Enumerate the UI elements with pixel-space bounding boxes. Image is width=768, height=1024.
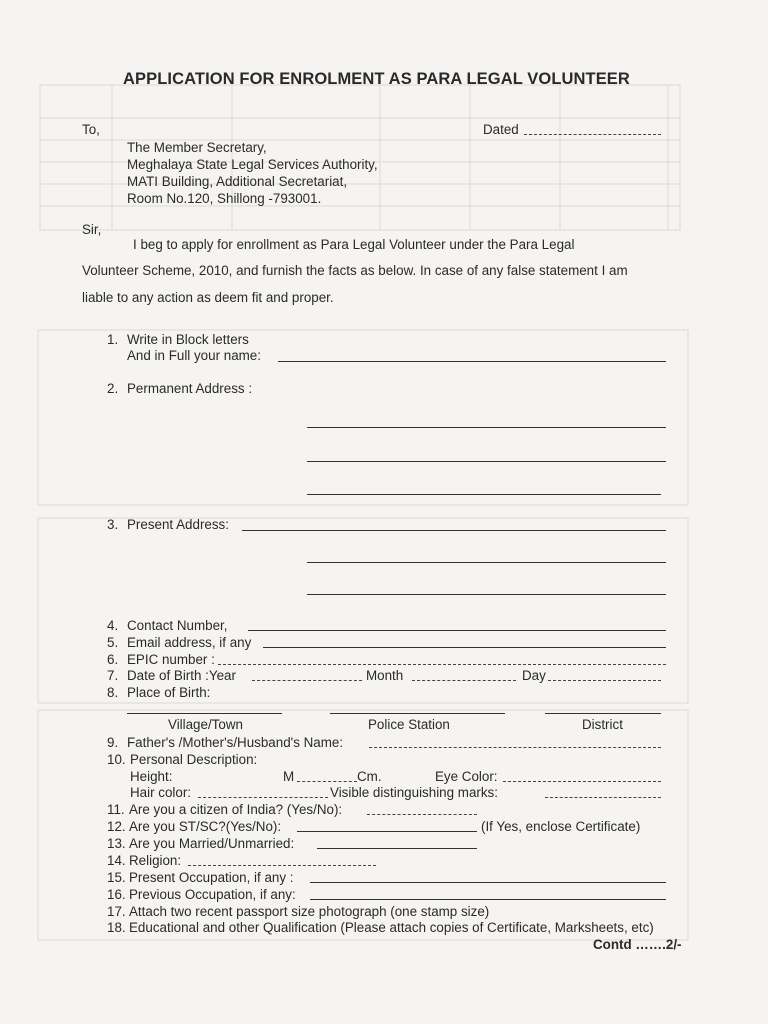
item-number: 8. [107, 685, 119, 700]
permanent-address-field-2[interactable] [307, 461, 666, 462]
field-label-personal-description: Personal Description: [130, 752, 258, 767]
previous-occupation-field[interactable] [310, 899, 666, 900]
field-label-dob-day: Day [522, 668, 546, 683]
item-number: 3. [107, 517, 119, 532]
label-village-town: Village/Town [168, 717, 243, 732]
item-number: 10. [107, 752, 126, 767]
item-number: 14. [107, 853, 126, 868]
email-field[interactable] [263, 647, 666, 648]
present-address-field-2[interactable] [307, 562, 666, 563]
item-number: 15. [107, 870, 126, 885]
field-label-marital-status: Are you Married/Unmarried: [129, 836, 295, 851]
field-label-citizen: Are you a citizen of India? (Yes/No): [129, 802, 343, 817]
item-number: 11. [107, 802, 125, 817]
field-label-previous-occupation: Previous Occupation, if any: [129, 887, 296, 902]
label-cm: Cm. [357, 769, 382, 784]
label-hair-color: Hair color: [130, 785, 192, 800]
field-label-permanent-address: Permanent Address : [127, 381, 253, 396]
st-sc-note: (If Yes, enclose Certificate) [481, 819, 641, 834]
item-number: 17. [107, 904, 126, 919]
st-sc-field[interactable] [297, 831, 477, 832]
address-line-3: MATI Building, Additional Secretariat, [127, 174, 348, 189]
address-line-2: Meghalaya State Legal Services Authority, [127, 157, 378, 172]
field-label-parent-name: Father's /Mother's/Husband's Name: [127, 735, 344, 750]
para-line-2: Volunteer Scheme, 2010, and furnish the facts as below. In case of any false statement I am [82, 263, 628, 278]
field-label-st-sc: Are you ST/SC?(Yes/No): [129, 819, 282, 834]
eye-color-field[interactable] [503, 781, 661, 782]
to-label: To, [82, 122, 100, 137]
item-number: 18. [107, 920, 126, 935]
field-label-email: Email address, if any [127, 635, 252, 650]
field-label-qualification: Educational and other Qualification (Please attach copies of Certificate, Marksheets, etc) [129, 920, 654, 935]
village-field[interactable] [127, 713, 282, 714]
present-address-field-3[interactable] [307, 594, 666, 595]
field-label-present-occupation: Present Occupation, if any : [129, 870, 294, 885]
height-m-field[interactable] [297, 781, 357, 782]
item-number: 9. [107, 735, 119, 750]
label-m: M [283, 769, 295, 784]
item-number: 2. [107, 381, 119, 396]
hair-color-field[interactable] [198, 797, 328, 798]
present-address-field-1[interactable] [242, 530, 666, 531]
para-line-1: I beg to apply for enrollment as Para Legal Volunteer under the Para Legal [133, 237, 575, 252]
dob-day-field[interactable] [548, 680, 661, 681]
religion-field[interactable] [188, 865, 376, 866]
address-line-4: Room No.120, Shillong -793001. [127, 191, 322, 206]
item-number: 5. [107, 635, 119, 650]
para-line-3: liable to any action as deem fit and proper. [82, 290, 334, 305]
field-label-name-a: Write in Block letters [127, 332, 249, 347]
permanent-address-field-1[interactable] [307, 427, 666, 428]
item-number: 13. [107, 836, 126, 851]
epic-number-field[interactable] [218, 664, 666, 665]
dob-year-field[interactable] [252, 680, 362, 681]
parent-name-field[interactable] [369, 747, 661, 748]
field-label-religion: Religion: [129, 853, 182, 868]
field-label-dob: Date of Birth :Year [127, 668, 236, 683]
item-number: 1. [107, 332, 119, 347]
distinguishing-marks-field[interactable] [545, 797, 661, 798]
item-number: 4. [107, 618, 119, 633]
field-label-place-of-birth: Place of Birth: [127, 685, 211, 700]
label-police-station: Police Station [368, 717, 450, 732]
name-field[interactable] [278, 361, 666, 362]
permanent-address-field-3[interactable] [307, 494, 661, 495]
continued-note: Contd …….2/- [593, 937, 682, 952]
field-label-photograph: Attach two recent passport size photograph (one stamp size) [129, 904, 490, 919]
form-title: APPLICATION FOR ENROLMENT AS PARA LEGAL VOLUNTEER [123, 70, 630, 88]
item-number: 6. [107, 652, 119, 667]
marital-status-field[interactable] [317, 848, 477, 849]
dob-month-field[interactable] [412, 680, 516, 681]
dated-field[interactable] [524, 134, 661, 135]
field-label-present-address: Present Address: [127, 517, 229, 532]
item-number: 12. [107, 819, 126, 834]
field-label-dob-month: Month [366, 668, 404, 683]
label-distinguishing-marks: Visible distinguishing marks: [330, 785, 498, 800]
salutation: Sir, [82, 222, 102, 237]
address-line-1: The Member Secretary, [127, 140, 267, 155]
field-label-epic: EPIC number : [127, 652, 215, 667]
district-field[interactable] [545, 713, 661, 714]
item-number: 7. [107, 668, 119, 683]
police-station-field[interactable] [330, 713, 505, 714]
label-eye-color: Eye Color: [435, 769, 498, 784]
label-district: District [582, 717, 623, 732]
dated-label: Dated [483, 122, 519, 137]
contact-number-field[interactable] [248, 630, 666, 631]
label-height: Height: [130, 769, 173, 784]
item-number: 16. [107, 887, 126, 902]
present-occupation-field[interactable] [310, 882, 666, 883]
field-label-contact: Contact Number, [127, 618, 228, 633]
citizen-field[interactable] [367, 814, 477, 815]
field-label-name-b: And in Full your name: [127, 348, 261, 363]
